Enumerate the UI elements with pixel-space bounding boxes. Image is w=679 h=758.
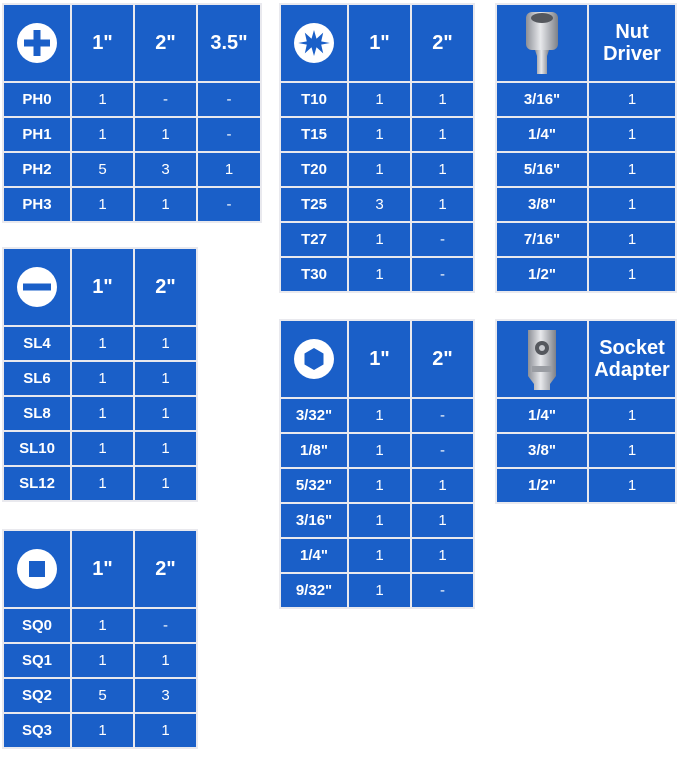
- column-header: 2": [135, 249, 196, 325]
- table-row: [4, 362, 196, 395]
- quantity-cell: 1: [349, 223, 410, 256]
- table-row: [281, 258, 473, 291]
- square-bit-table: [2, 529, 198, 749]
- header-line: Adapter: [594, 359, 670, 381]
- quantity-cell: 1: [412, 83, 473, 116]
- row-label: 1/2": [497, 258, 587, 291]
- row-label: PH3: [4, 188, 70, 221]
- table-row: [281, 83, 473, 116]
- table-row: [497, 434, 675, 467]
- row-label: 3/16": [281, 504, 347, 537]
- column-header: 2": [412, 5, 473, 81]
- quantity-cell: 1: [589, 188, 675, 221]
- table-row: [497, 83, 675, 116]
- quantity-cell: -: [198, 118, 260, 151]
- table-row: [281, 434, 473, 467]
- hex-bit-table: [279, 319, 475, 609]
- row-label: 1/8": [281, 434, 347, 467]
- column-header: 1": [349, 321, 410, 397]
- column-header: 1": [349, 5, 410, 81]
- quantity-cell: 1: [135, 118, 196, 151]
- table-row: [281, 539, 473, 572]
- quantity-cell: 1: [412, 188, 473, 221]
- header-line: Socket: [599, 337, 665, 359]
- row-label: T30: [281, 258, 347, 291]
- phillips-icon: [4, 5, 70, 81]
- quantity-cell: 1: [135, 188, 196, 221]
- table-row: [497, 188, 675, 221]
- row-label: SL4: [4, 327, 70, 360]
- row-label: 1/2": [497, 469, 587, 502]
- row-label: SQ0: [4, 609, 70, 642]
- table-row: [4, 118, 260, 151]
- table-row: [4, 397, 196, 430]
- row-label: SQ2: [4, 679, 70, 712]
- quantity-cell: 1: [349, 504, 410, 537]
- row-label: 3/16": [497, 83, 587, 116]
- column-header: 2": [135, 531, 196, 607]
- quantity-cell: 1: [135, 327, 196, 360]
- row-label: T25: [281, 188, 347, 221]
- row-label: 3/8": [497, 434, 587, 467]
- table-row: [281, 188, 473, 221]
- table-row: [4, 432, 196, 465]
- quantity-cell: 1: [589, 83, 675, 116]
- column-header: 2": [135, 5, 196, 81]
- header-line: Nut: [615, 21, 649, 43]
- socket-adapter-icon: [497, 321, 587, 397]
- quantity-cell: 1: [198, 153, 260, 186]
- quantity-cell: 3: [349, 188, 410, 221]
- header-line: Driver: [603, 43, 661, 65]
- quantity-cell: -: [198, 188, 260, 221]
- row-label: 1/4": [497, 118, 587, 151]
- quantity-cell: -: [412, 258, 473, 291]
- row-label: T20: [281, 153, 347, 186]
- row-label: SQ3: [4, 714, 70, 747]
- table-row: [497, 223, 675, 256]
- quantity-cell: 1: [72, 83, 133, 116]
- quantity-cell: 1: [412, 504, 473, 537]
- quantity-cell: 1: [72, 714, 133, 747]
- quantity-cell: 1: [589, 469, 675, 502]
- table-row: [497, 153, 675, 186]
- quantity-cell: 1: [412, 153, 473, 186]
- quantity-cell: 1: [72, 362, 133, 395]
- table-row: [497, 118, 675, 151]
- quantity-cell: 1: [349, 434, 410, 467]
- quantity-cell: 1: [72, 397, 133, 430]
- quantity-cell: 1: [412, 469, 473, 502]
- quantity-cell: 1: [412, 539, 473, 572]
- table-row: [281, 118, 473, 151]
- quantity-cell: -: [412, 434, 473, 467]
- quantity-cell: 1: [589, 434, 675, 467]
- quantity-cell: 1: [72, 432, 133, 465]
- column-header: 1": [72, 531, 133, 607]
- quantity-cell: 1: [135, 467, 196, 500]
- quantity-cell: 1: [72, 609, 133, 642]
- row-label: SL10: [4, 432, 70, 465]
- quantity-cell: 1: [135, 397, 196, 430]
- row-label: SL8: [4, 397, 70, 430]
- row-label: SL6: [4, 362, 70, 395]
- quantity-cell: 5: [72, 679, 133, 712]
- table-row: [4, 609, 196, 642]
- table-row: [4, 644, 196, 677]
- quantity-cell: 1: [349, 469, 410, 502]
- quantity-cell: 1: [349, 118, 410, 151]
- row-label: SL12: [4, 467, 70, 500]
- hex-icon: [281, 321, 347, 397]
- quantity-cell: 1: [589, 258, 675, 291]
- quantity-cell: 1: [589, 118, 675, 151]
- quantity-cell: 3: [135, 153, 196, 186]
- quantity-cell: 1: [135, 714, 196, 747]
- table-row: [281, 399, 473, 432]
- table-row: [497, 258, 675, 291]
- table-row: [4, 714, 196, 747]
- row-label: 3/32": [281, 399, 347, 432]
- quantity-cell: 1: [349, 83, 410, 116]
- nut-driver-table: [495, 3, 677, 293]
- table-row: [281, 504, 473, 537]
- quantity-cell: 1: [72, 188, 133, 221]
- slotted-bit-table: [2, 247, 198, 502]
- socket-adapter-header: [589, 321, 675, 397]
- quantity-cell: 1: [412, 118, 473, 151]
- table-row: [4, 679, 196, 712]
- table-row: [4, 327, 196, 360]
- quantity-cell: 5: [72, 153, 133, 186]
- quantity-cell: 1: [135, 362, 196, 395]
- quantity-cell: 1: [135, 432, 196, 465]
- table-row: [281, 153, 473, 186]
- table-row: [497, 399, 675, 432]
- quantity-cell: -: [412, 223, 473, 256]
- nut-driver-icon: [497, 5, 587, 81]
- quantity-cell: 1: [135, 644, 196, 677]
- quantity-cell: 1: [349, 539, 410, 572]
- row-label: T27: [281, 223, 347, 256]
- row-label: 1/4": [497, 399, 587, 432]
- table-row: [281, 469, 473, 502]
- row-label: 3/8": [497, 188, 587, 221]
- column-header: 1": [72, 5, 133, 81]
- quantity-cell: -: [135, 609, 196, 642]
- column-header: 2": [412, 321, 473, 397]
- column-header: 1": [72, 249, 133, 325]
- quantity-cell: 1: [72, 118, 133, 151]
- nut-driver-header: [589, 5, 675, 81]
- quantity-cell: -: [412, 399, 473, 432]
- row-label: PH1: [4, 118, 70, 151]
- row-label: 9/32": [281, 574, 347, 607]
- column-header: 3.5": [198, 5, 260, 81]
- slotted-icon: [4, 249, 70, 325]
- row-label: PH2: [4, 153, 70, 186]
- row-label: 7/16": [497, 223, 587, 256]
- row-label: T10: [281, 83, 347, 116]
- socket-adapter-table: [495, 319, 677, 504]
- quantity-cell: 1: [349, 258, 410, 291]
- quantity-cell: 3: [135, 679, 196, 712]
- square-icon: [4, 531, 70, 607]
- row-label: SQ1: [4, 644, 70, 677]
- quantity-cell: 1: [349, 153, 410, 186]
- table-row: [4, 467, 196, 500]
- quantity-cell: -: [412, 574, 473, 607]
- quantity-cell: -: [135, 83, 196, 116]
- row-label: 5/16": [497, 153, 587, 186]
- row-label: 1/4": [281, 539, 347, 572]
- table-row: [4, 153, 260, 186]
- table-row: [281, 574, 473, 607]
- quantity-cell: 1: [349, 399, 410, 432]
- phillips-bit-table: [2, 3, 262, 223]
- quantity-cell: 1: [72, 327, 133, 360]
- table-row: [4, 83, 260, 116]
- table-row: [4, 188, 260, 221]
- quantity-cell: 1: [589, 153, 675, 186]
- row-label: 5/32": [281, 469, 347, 502]
- quantity-cell: 1: [589, 399, 675, 432]
- table-row: [497, 469, 675, 502]
- quantity-cell: 1: [72, 467, 133, 500]
- row-label: PH0: [4, 83, 70, 116]
- row-label: T15: [281, 118, 347, 151]
- quantity-cell: 1: [349, 574, 410, 607]
- table-row: [281, 223, 473, 256]
- torx-bit-table: [279, 3, 475, 293]
- quantity-cell: -: [198, 83, 260, 116]
- quantity-cell: 1: [589, 223, 675, 256]
- quantity-cell: 1: [72, 644, 133, 677]
- torx-icon: [281, 5, 347, 81]
